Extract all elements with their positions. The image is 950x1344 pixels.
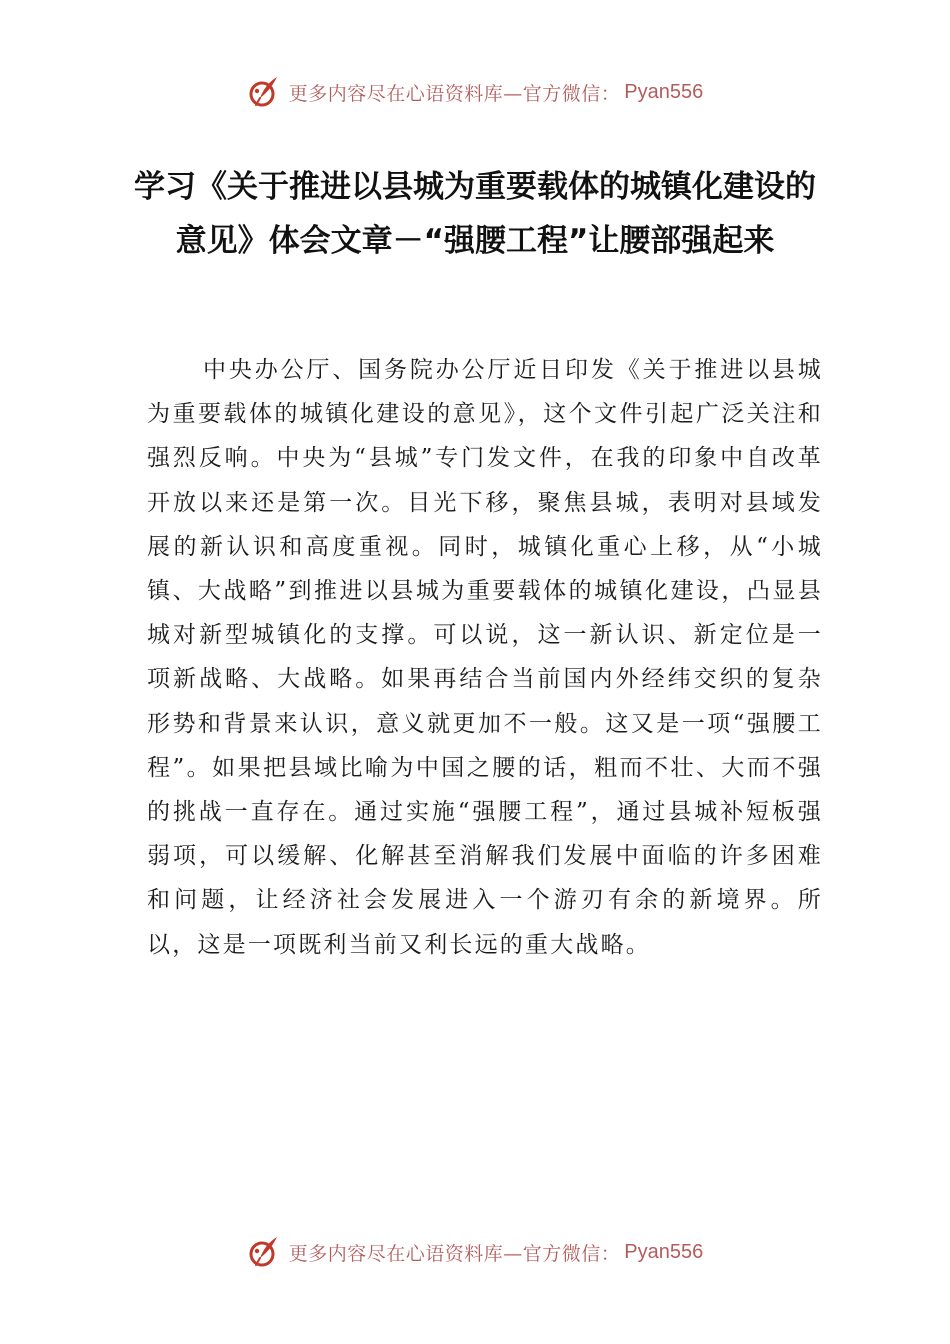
banner-text: 更多内容尽在心语资料库—官方微信： xyxy=(288,82,621,105)
quill-logo-icon xyxy=(247,1234,283,1270)
body-paragraph: 中央办公厅、国务院办公厅近日印发《关于推进以县城为重要载体的城镇化建设的意见》，这个文件引起广泛关注和强烈反响。中央为“县城”专门发文件，在我的印象中自改革开放以来还是第一次。目光下移，聚焦县城，表明对县域发展的新认识和高度重视。同时，城镇化重心上移，从“小城镇、大战略”到推进以县城为重要载体的城镇化建设，凸显县城对新型城镇化的支撑。可以说，这一新认识、新定位是一项新战略、大战略。如果再结合当前国内外经纬交织的复杂形势和背景来认识，意义就更加不一般。这又是一项“强腰工程”。如果把县域比喻为中国之腰的话，粗而不壮、大而不强的挑战一直存在。通过实施“强腰工程”，通过县城补短板强弱项，可以缓解、化解甚至消解我们发展中面临的许多困难和问题，让经济社会发展进入一个游刃有余的新境界。所以，这是一项既利当前又利长远的重大战略。 xyxy=(147,357,823,958)
footer-banner xyxy=(0,1230,950,1274)
header-banner xyxy=(0,70,950,114)
wechat-id: Pyan556 xyxy=(624,80,704,103)
quill-logo-icon xyxy=(247,74,283,110)
wechat-id: Pyan556 xyxy=(624,1240,704,1263)
banner-text: 更多内容尽在心语资料库—官方微信： xyxy=(288,1242,621,1265)
page-title: 学习《关于推进以县城为重要载体的城镇化建设的意见》体会文章－“强腰工程”让腰部强起来 xyxy=(134,169,816,259)
